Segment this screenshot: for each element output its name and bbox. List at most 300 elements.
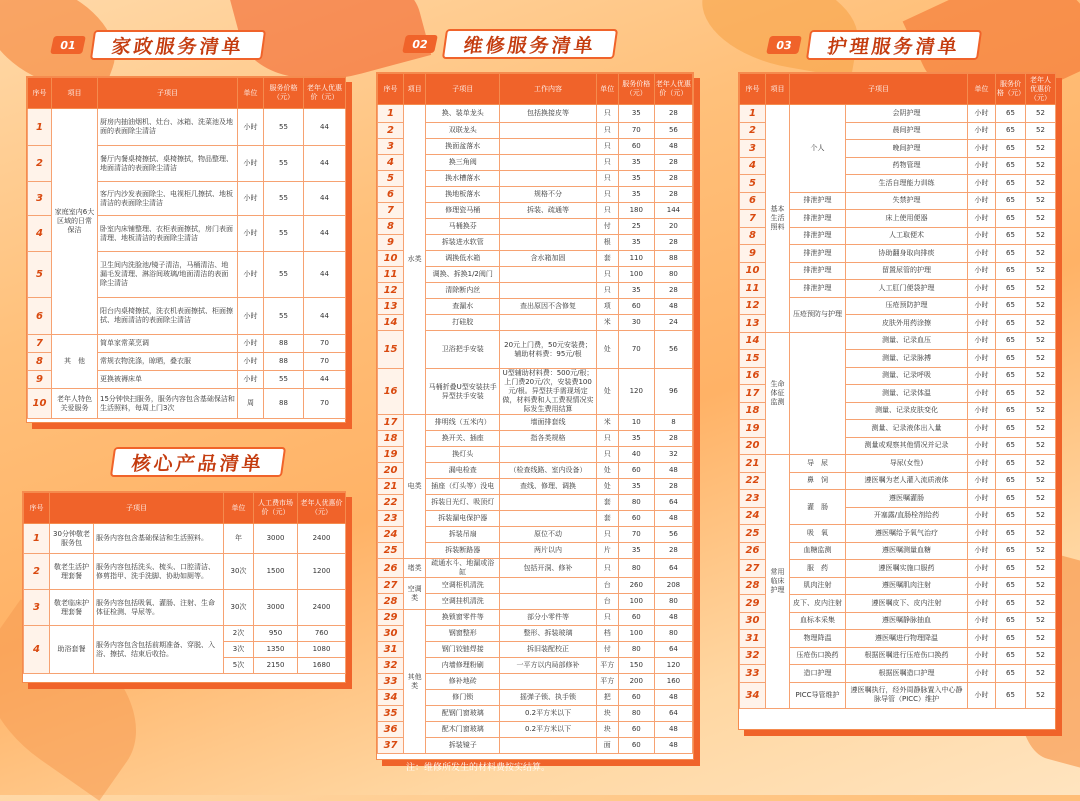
row-discount: 1680 [298, 658, 346, 674]
row-price: 65 [996, 472, 1026, 490]
row-price: 65 [996, 367, 1026, 385]
row-discount: 1080 [298, 642, 346, 658]
row-category: 服 药 [790, 560, 846, 578]
row-subitem: 遵医嘱执行，经外周静脉置入中心静脉导管（PICC）维护 [846, 682, 968, 708]
table-row [28, 109, 346, 146]
section-number: 03 [766, 36, 802, 54]
row-index: 1 [24, 524, 50, 554]
row-index: 20 [378, 463, 404, 479]
row-subitem: 钢窗整形 [426, 626, 500, 642]
row-group: 其 他 [52, 335, 98, 389]
table-row [24, 524, 346, 554]
row-unit: 小时 [968, 262, 996, 280]
row-index: 3 [24, 590, 50, 626]
table-row [378, 105, 693, 123]
row-subitem: 测量、记录呼吸 [846, 367, 968, 385]
household-panel [26, 76, 346, 423]
row-price: 88 [264, 389, 304, 419]
row-subitem: 测量、记录皮肤变化 [846, 402, 968, 420]
table-row [378, 706, 693, 722]
row-unit: 平方 [596, 674, 618, 690]
row-subitem: 换面盆落水 [426, 139, 500, 155]
row-work [500, 123, 596, 139]
row-index: 28 [378, 594, 404, 610]
row-subitem: 换、装单龙头 [426, 105, 500, 123]
table-row [378, 594, 693, 610]
row-unit: 只 [596, 447, 618, 463]
row-work [500, 578, 596, 594]
row-index: 9 [740, 245, 766, 263]
row-price: 65 [996, 210, 1026, 228]
row-subitem: 人工肛门便袋护理 [846, 280, 968, 298]
row-unit: 小时 [968, 437, 996, 455]
table-row [378, 674, 693, 690]
row-price: 65 [996, 612, 1026, 630]
row-discount: 52 [1026, 577, 1056, 595]
table-row [378, 369, 693, 415]
row-unit: 小时 [238, 371, 264, 389]
row-unit: 块 [596, 722, 618, 738]
row-discount: 52 [1026, 665, 1056, 683]
row-subitem: 常规衣物洗涤，晾晒，叠衣服 [98, 353, 238, 371]
row-unit: 周 [238, 389, 264, 419]
row-discount: 80 [654, 594, 692, 610]
table-row [378, 171, 693, 187]
table-row [28, 389, 346, 419]
row-unit: 30次 [224, 554, 254, 590]
table-row [378, 235, 693, 251]
row-index: 6 [28, 298, 52, 335]
row-subitem: 简单家常菜烹调 [98, 335, 238, 353]
row-unit: 只 [596, 267, 618, 283]
row-index: 1 [740, 105, 766, 123]
row-index: 19 [740, 420, 766, 438]
row-subitem: 压疮预防护理 [846, 297, 968, 315]
row-discount: 64 [654, 495, 692, 511]
table-row [378, 495, 693, 511]
row-work: 查线、修理、调换 [500, 479, 596, 495]
row-discount: 52 [1026, 315, 1056, 333]
row-unit: 小时 [968, 105, 996, 123]
table-row [378, 543, 693, 559]
table-row [378, 559, 693, 578]
row-discount: 70 [304, 335, 346, 353]
row-price: 2150 [254, 658, 298, 674]
row-subitem: 遵医嘱灌肠 [846, 490, 968, 508]
row-work: 包括开洞、修补 [500, 559, 596, 578]
row-unit: 小时 [238, 298, 264, 335]
row-discount: 44 [304, 252, 346, 298]
row-discount: 44 [304, 298, 346, 335]
core-header [104, 449, 284, 475]
row-discount: 56 [654, 331, 692, 369]
row-work [500, 155, 596, 171]
row-subitem: 协助翻身取向排痰 [846, 245, 968, 263]
row-index: 14 [740, 332, 766, 350]
row-work [500, 235, 596, 251]
row-index: 10 [28, 389, 52, 419]
row-discount: 28 [654, 479, 692, 495]
row-subitem: 服务内容包括吸氧、灌肠、注射、生命体征检测、导尿等。 [94, 590, 224, 626]
row-index: 28 [740, 577, 766, 595]
row-discount: 52 [1026, 175, 1056, 193]
row-index: 31 [378, 642, 404, 658]
column-header: 子项目 [98, 78, 238, 109]
table-row [378, 690, 693, 706]
row-index: 6 [740, 192, 766, 210]
row-unit: 小时 [968, 297, 996, 315]
row-discount: 52 [1026, 437, 1056, 455]
row-price: 80 [618, 706, 654, 722]
row-discount: 2400 [298, 590, 346, 626]
row-unit: 小时 [238, 335, 264, 353]
row-discount: 48 [654, 511, 692, 527]
row-price: 65 [996, 455, 1026, 473]
row-price: 65 [996, 682, 1026, 708]
row-index: 7 [28, 335, 52, 353]
table-row [378, 187, 693, 203]
row-discount: 48 [654, 463, 692, 479]
row-price: 65 [996, 507, 1026, 525]
row-unit: 小时 [968, 665, 996, 683]
row-package-name: 敬老生活护理套餐 [50, 554, 94, 590]
row-unit: 项 [596, 299, 618, 315]
column-header: 老年人优惠价（元） [1026, 74, 1056, 105]
row-index: 20 [740, 437, 766, 455]
row-unit: 小时 [968, 367, 996, 385]
table-row [378, 251, 693, 267]
row-category: 排泄护理 [790, 280, 846, 298]
row-discount: 64 [654, 559, 692, 578]
row-price: 65 [996, 192, 1026, 210]
row-unit: 年 [224, 524, 254, 554]
row-category: 排泄护理 [790, 227, 846, 245]
row-subitem: 遵医嘱为老人灌入流质液体 [846, 472, 968, 490]
row-subitem: 修补地砖 [426, 674, 500, 690]
row-index: 24 [378, 527, 404, 543]
row-subitem: 插座（灯头等）没电 [426, 479, 500, 495]
column-header: 单位 [238, 78, 264, 109]
table-row [378, 578, 693, 594]
row-index: 22 [378, 495, 404, 511]
row-subitem: 阳台内桌椅擦拭，洗衣机表面擦拭、柜面擦拭、地面清洁的表面除尘清洁 [98, 298, 238, 335]
row-discount: 52 [1026, 525, 1056, 543]
row-unit: 小时 [968, 192, 996, 210]
row-work: 指各类规格 [500, 431, 596, 447]
row-discount: 52 [1026, 507, 1056, 525]
row-unit: 只 [596, 187, 618, 203]
row-unit: 处 [596, 479, 618, 495]
row-index: 10 [378, 251, 404, 267]
row-index: 37 [378, 738, 404, 754]
row-subitem: 卧室内床铺整理、衣柜表面擦拭，房门表面清理、地板清洁的表面除尘清洁 [98, 216, 238, 252]
row-price: 150 [618, 658, 654, 674]
row-unit: 小时 [968, 455, 996, 473]
row-subitem: 会阴护理 [846, 105, 968, 123]
row-discount: 52 [1026, 210, 1056, 228]
row-unit: 处 [596, 331, 618, 369]
row-discount: 28 [654, 543, 692, 559]
column-header: 工作内容 [500, 74, 596, 105]
row-price: 3000 [254, 524, 298, 554]
row-unit: 处 [596, 463, 618, 479]
row-index: 1 [378, 105, 404, 123]
row-unit: 只 [596, 123, 618, 139]
core-table [23, 492, 346, 674]
row-category: 物理降温 [790, 630, 846, 648]
row-work: 包括换接皮等 [500, 105, 596, 123]
row-price: 70 [618, 331, 654, 369]
row-work: 拆旧装配校正 [500, 642, 596, 658]
row-index: 8 [740, 227, 766, 245]
row-discount: 52 [1026, 297, 1056, 315]
column-header: 项目 [766, 74, 790, 105]
column-header: 单位 [968, 74, 996, 105]
row-unit: 米 [596, 315, 618, 331]
row-price: 30 [618, 315, 654, 331]
row-discount: 48 [654, 722, 692, 738]
row-price: 55 [264, 371, 304, 389]
table-row [378, 203, 693, 219]
row-subitem: 疏通水斗、地漏或浴缸 [426, 559, 500, 578]
row-work [500, 495, 596, 511]
row-index: 4 [24, 626, 50, 674]
column-header: 序号 [378, 74, 404, 105]
column-header: 子项目 [790, 74, 968, 105]
row-price: 55 [264, 146, 304, 182]
row-discount: 52 [1026, 140, 1056, 158]
row-discount: 28 [654, 171, 692, 187]
core-panel [22, 491, 346, 683]
row-discount: 52 [1026, 595, 1056, 613]
row-unit: 小时 [968, 402, 996, 420]
row-index: 23 [378, 511, 404, 527]
row-subitem: 晚间护理 [846, 140, 968, 158]
row-price: 100 [618, 594, 654, 610]
row-unit: 小时 [968, 227, 996, 245]
row-subitem: 遵医嘱静脉抽血 [846, 612, 968, 630]
row-index: 12 [378, 283, 404, 299]
table-row [378, 527, 693, 543]
row-unit: 小时 [968, 595, 996, 613]
row-discount: 52 [1026, 350, 1056, 368]
row-discount: 48 [654, 610, 692, 626]
row-index: 25 [378, 543, 404, 559]
row-work [500, 674, 596, 690]
row-price: 65 [996, 630, 1026, 648]
row-index: 30 [740, 612, 766, 630]
row-price: 65 [996, 105, 1026, 123]
table-row [378, 315, 693, 331]
row-index: 5 [378, 171, 404, 187]
row-discount: 52 [1026, 490, 1056, 508]
row-price: 55 [264, 216, 304, 252]
row-subitem: 留置尿管的护理 [846, 262, 968, 280]
row-work: 摇弹子锁、执手锁 [500, 690, 596, 706]
row-price: 65 [996, 542, 1026, 560]
row-work [500, 219, 596, 235]
row-work [500, 594, 596, 610]
row-price: 120 [618, 369, 654, 415]
row-subitem: 测量、记录体温 [846, 385, 968, 403]
row-price: 65 [996, 175, 1026, 193]
row-index: 16 [378, 369, 404, 415]
row-work: U型辅助材料费：500元/根；上门费20元/次，安装费100元/根。异型扶手需现场定做，材料费和人工费视情况实际发生费用结算 [500, 369, 596, 415]
row-work: 整形、拆装玻璃 [500, 626, 596, 642]
row-subitem: 遵医嘱测量血糖 [846, 542, 968, 560]
row-index: 25 [740, 525, 766, 543]
row-index: 4 [740, 157, 766, 175]
row-unit: 2次 [224, 626, 254, 642]
row-subitem: 调换低水箱 [426, 251, 500, 267]
repair-table [377, 73, 693, 754]
table-row [378, 415, 693, 431]
row-price: 65 [996, 560, 1026, 578]
row-subitem: 换灯头 [426, 447, 500, 463]
column-header: 子项目 [426, 74, 500, 105]
row-group: 电类 [404, 415, 426, 559]
table-row [378, 610, 693, 626]
row-subitem: 客厅内沙发表面除尘、电视柜几擦拭、地板清洁的表面除尘清洁 [98, 182, 238, 216]
row-index: 26 [378, 559, 404, 578]
row-price: 25 [618, 219, 654, 235]
table-row [378, 658, 693, 674]
row-price: 65 [996, 297, 1026, 315]
row-unit: 小时 [968, 682, 996, 708]
row-discount: 44 [304, 109, 346, 146]
row-package-name: 敬老临床护理套餐 [50, 590, 94, 626]
row-unit: 小时 [968, 280, 996, 298]
row-index: 22 [740, 472, 766, 490]
column-header: 老年人优惠价（元） [304, 78, 346, 109]
column-header: 序号 [24, 493, 50, 524]
row-price: 80 [618, 559, 654, 578]
row-subitem: 配钢门窗玻璃 [426, 706, 500, 722]
row-subitem: 卫浴把手安装 [426, 331, 500, 369]
row-discount: 760 [298, 626, 346, 642]
section-title: 家政服务清单 [90, 30, 266, 60]
row-category: 排泄护理 [790, 262, 846, 280]
row-unit: 只 [596, 171, 618, 187]
table-row [24, 590, 346, 626]
table-row [24, 554, 346, 590]
row-discount: 160 [654, 674, 692, 690]
row-work: 20元上门费，50元安装费；辅助材料费：95元/根 [500, 331, 596, 369]
row-index: 3 [378, 139, 404, 155]
column-header: 老年人优惠价（元） [654, 74, 692, 105]
row-unit: 只 [596, 610, 618, 626]
row-subitem: 配木门窗玻璃 [426, 722, 500, 738]
row-index: 18 [740, 402, 766, 420]
row-subitem: 服务内容包括洗头、梳头、口腔清洁、修剪指甲、洗手洗脚、协助如厕等。 [94, 554, 224, 590]
row-index: 2 [24, 554, 50, 590]
row-category: 皮下、皮内注射 [790, 595, 846, 613]
row-category [790, 332, 846, 455]
row-price: 35 [618, 235, 654, 251]
row-price: 1500 [254, 554, 298, 590]
row-work [500, 267, 596, 283]
row-unit: 付 [596, 642, 618, 658]
row-group: 其他类 [404, 610, 426, 754]
row-subitem: 测量、记录血压 [846, 332, 968, 350]
row-work [500, 511, 596, 527]
row-subitem: 换锁窗零件等 [426, 610, 500, 626]
row-discount: 48 [654, 299, 692, 315]
row-work [500, 738, 596, 754]
row-index: 3 [28, 182, 52, 216]
row-subitem: 拆装镜子 [426, 738, 500, 754]
row-subitem: 钢门铰链焊接 [426, 642, 500, 658]
row-subitem: 遵医嘱肌肉注射 [846, 577, 968, 595]
row-subitem: 拆装进水软管 [426, 235, 500, 251]
row-discount: 52 [1026, 647, 1056, 665]
row-discount: 52 [1026, 402, 1056, 420]
row-unit: 块 [596, 706, 618, 722]
row-group: 生命体征监测 [766, 332, 790, 455]
row-price: 200 [618, 674, 654, 690]
household-header [52, 32, 264, 58]
row-unit: 小时 [968, 647, 996, 665]
row-discount: 70 [304, 353, 346, 371]
row-price: 100 [618, 267, 654, 283]
table-row [378, 123, 693, 139]
row-index: 8 [378, 219, 404, 235]
row-index: 2 [378, 123, 404, 139]
row-subitem: 空调挂机清洗 [426, 594, 500, 610]
row-price: 65 [996, 525, 1026, 543]
row-discount: 24 [654, 315, 692, 331]
row-unit: 小时 [968, 507, 996, 525]
row-discount: 52 [1026, 262, 1056, 280]
row-work [500, 171, 596, 187]
row-price: 65 [996, 437, 1026, 455]
row-unit: 小时 [238, 252, 264, 298]
row-subitem: 换水槽落水 [426, 171, 500, 187]
row-category: 压疮伤口换药 [790, 647, 846, 665]
row-index: 13 [740, 315, 766, 333]
row-subitem: 漏电检查 [426, 463, 500, 479]
row-subitem: 查漏水 [426, 299, 500, 315]
section-number: 01 [50, 36, 86, 54]
row-category: 排泄护理 [790, 245, 846, 263]
row-unit: 小时 [968, 245, 996, 263]
row-discount: 32 [654, 447, 692, 463]
row-price: 65 [996, 647, 1026, 665]
column-header: 序号 [740, 74, 766, 105]
repair-footnote: 注：维修所发生的材料费按实结算。 [406, 763, 551, 773]
row-discount: 52 [1026, 122, 1056, 140]
table-row [378, 626, 693, 642]
row-price: 65 [996, 122, 1026, 140]
row-price: 35 [618, 431, 654, 447]
row-group: 堵类 [404, 559, 426, 578]
row-discount: 44 [304, 216, 346, 252]
column-header: 单位 [596, 74, 618, 105]
row-index: 7 [378, 203, 404, 219]
row-price: 80 [618, 642, 654, 658]
row-group: 空调类 [404, 578, 426, 610]
row-price: 1350 [254, 642, 298, 658]
row-index: 17 [740, 385, 766, 403]
row-index: 14 [378, 315, 404, 331]
row-index: 32 [740, 647, 766, 665]
section-title: 护理服务清单 [806, 30, 982, 60]
row-index: 27 [740, 560, 766, 578]
row-index: 7 [740, 210, 766, 228]
column-header: 序号 [28, 78, 52, 109]
row-subitem: 晨间护理 [846, 122, 968, 140]
row-subitem: 双联龙头 [426, 123, 500, 139]
